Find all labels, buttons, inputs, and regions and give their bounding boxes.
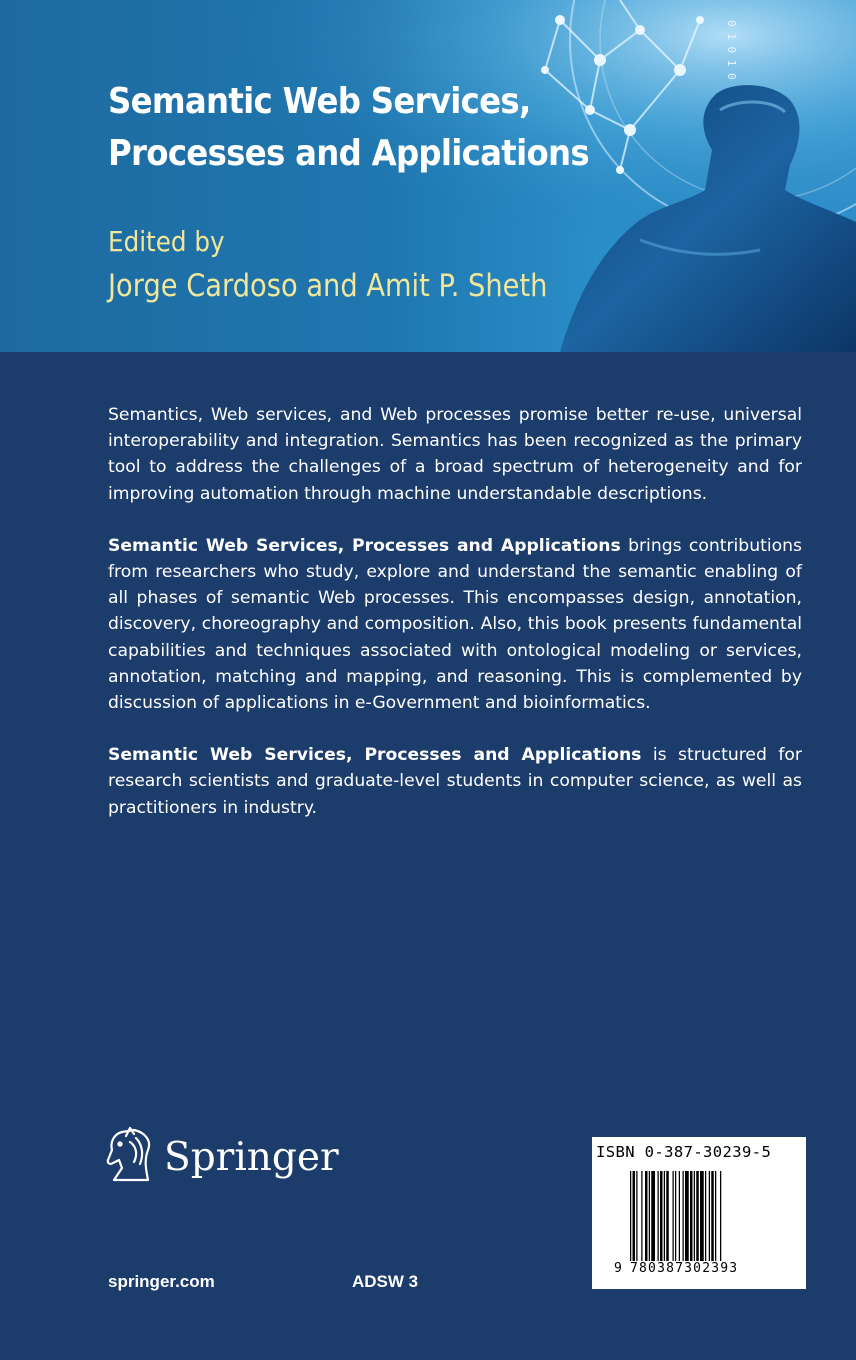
ean-digits: 780387302393 bbox=[630, 1261, 739, 1276]
barcode-bar bbox=[673, 1171, 674, 1267]
barcode-bar bbox=[658, 1171, 659, 1267]
barcode-bar bbox=[715, 1171, 716, 1267]
book-title bbox=[108, 76, 589, 180]
barcode-bar bbox=[636, 1171, 637, 1267]
blurb-title-bold: Semantic Web Services, Processes and Applications bbox=[108, 745, 642, 766]
barcode-bar bbox=[660, 1171, 663, 1267]
blurb-title-bold: Semantic Web Services, Processes and Applications bbox=[108, 535, 621, 556]
barcode-bar bbox=[630, 1171, 631, 1267]
binary-digits: 0 1 0 1 0 bbox=[725, 20, 738, 80]
product-code: ADSW 3 bbox=[352, 1272, 419, 1291]
barcode-bar bbox=[675, 1171, 676, 1267]
barcode-bar bbox=[651, 1171, 655, 1267]
publisher-url: springer.com bbox=[108, 1272, 215, 1291]
editors-names: Jorge Cardoso and Amit P. Sheth bbox=[108, 268, 548, 304]
barcode-bar bbox=[645, 1171, 648, 1267]
barcode-bar bbox=[666, 1171, 669, 1267]
barcode-bar bbox=[685, 1171, 689, 1267]
barcode-bar bbox=[690, 1171, 693, 1267]
blurb-paragraph-2-text: brings contributions from researchers who study, explore and understand the semantic enabling of all phases of semantic Web processes. This encompasses design, annotation, discovery, choreography and composition. Also, this book presents fundamental capabilities and techniques associated with ontological modeling or services, annotation, matching and mapping, and reasoning. This is complemented by discussion of applications in e-Government and bioinformatics. bbox=[108, 535, 802, 714]
isbn-barcode bbox=[592, 1137, 806, 1289]
blurb-paragraph-3 bbox=[108, 742, 802, 821]
barcode-bar bbox=[720, 1171, 721, 1267]
barcode-bar bbox=[679, 1171, 680, 1267]
barcode-bar bbox=[709, 1171, 710, 1267]
barcode-bar bbox=[633, 1171, 636, 1267]
barcode-bar bbox=[694, 1171, 695, 1267]
barcode-bar bbox=[711, 1171, 714, 1267]
blurb-paragraph-2 bbox=[108, 533, 802, 716]
blurb bbox=[108, 402, 802, 847]
cover-banner bbox=[0, 0, 856, 352]
barcode-bar bbox=[700, 1171, 704, 1267]
title-line-2: Processes and Applications bbox=[108, 133, 589, 174]
barcode-bar bbox=[664, 1171, 665, 1267]
barcode-bar bbox=[649, 1171, 650, 1267]
isbn-label: ISBN 0-387-30239-5 bbox=[596, 1143, 772, 1161]
title-line-1: Semantic Web Services, bbox=[108, 81, 531, 122]
blurb-paragraph-1: Semantics, Web services, and Web processes promise better re-use, universal interoperability and integration. Semantics has been recognized as the primary tool to address the challenges of a broad spectrum of heterogeneity and for improving automation through machine understandable descriptions. bbox=[108, 405, 802, 504]
barcode-bar bbox=[641, 1171, 642, 1267]
barcode-bar bbox=[705, 1171, 706, 1267]
barcode-bar bbox=[696, 1171, 699, 1267]
blurb-paragraph-3-text: is structured for research scientists and graduate-level students in computer science, as well as practitioners in industry. bbox=[108, 745, 802, 818]
springer-logo-text: Springer bbox=[164, 1135, 339, 1180]
barcode-bars bbox=[630, 1171, 758, 1267]
edited-by-label: Edited by bbox=[108, 225, 225, 258]
barcode-bar bbox=[683, 1171, 684, 1267]
ean-first-digit: 9 bbox=[614, 1261, 622, 1276]
